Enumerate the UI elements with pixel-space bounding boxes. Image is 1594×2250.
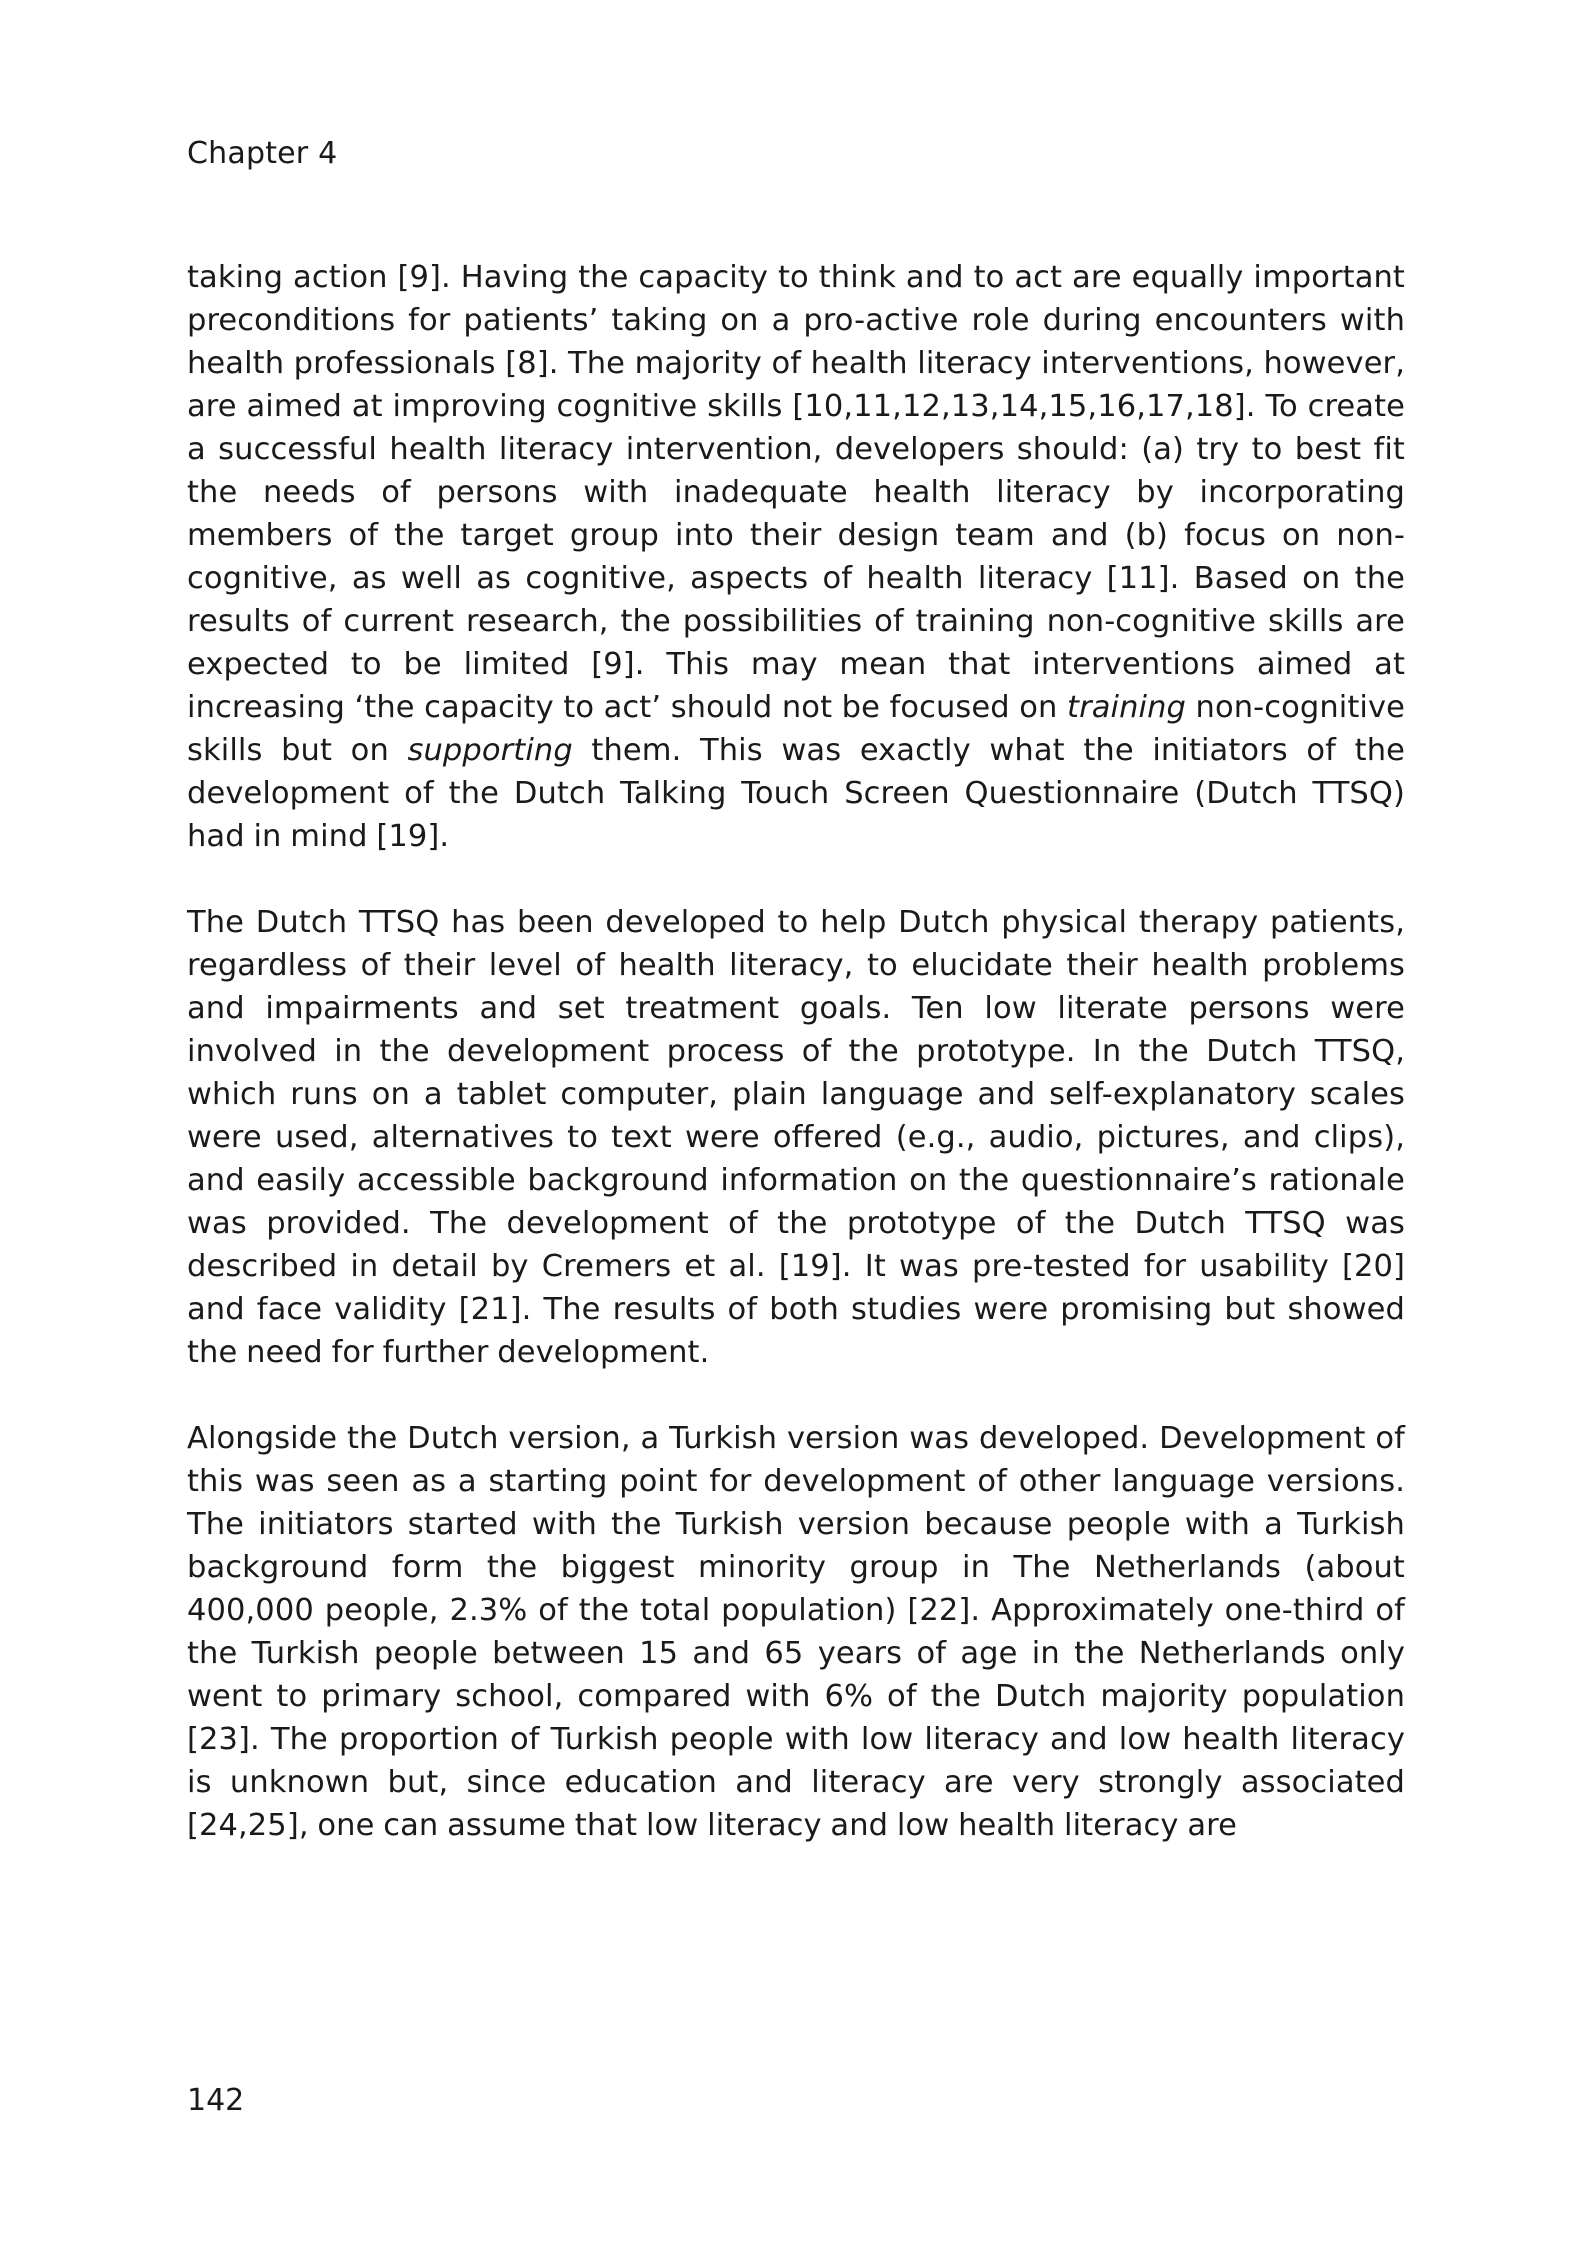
text-segment: The Dutch TTSQ has been developed to help Dutch physical therapy patients, regardless of their level of health literacy, to elucidate their health problems and impairments and set treatment goals. Ten low literate persons were involved in the development process of the prototype. In the Dutch TTSQ, which runs on a tablet computer, plain language and self-explanatory scales were used, alternatives to text were offered (e.g., audio, pictures, and clips), and easily accessible background information on the questionnaire’s rationale was provided. The development of the prototype of the Dutch TTSQ was described in detail by Cremers et al. [19]. It was pre-tested for usability [20] and face validity [21]. The results of both studies were promising but showed the need for further development.: [187, 905, 1405, 1370]
emphasis-supporting: supporting: [407, 733, 573, 768]
text-segment: them. This was exactly what the initiators of the development of the Dutch Talking Touch Screen Questionnaire (Dutch TTSQ) had in mind [19].: [187, 733, 1405, 854]
text-segment: taking action [9]. Having the capacity to think and to act are equally important preconditions for patients’ taking on a pro-active role during encounters with health professionals [8]. The majority of health literacy interventions, however, are aimed at improving cognitive skills [10,11,12,13,14,15,16,17,18]. To create a successful health literacy intervention, developers should: (a) try to best fit the needs of persons with inadequate health literacy by incorporating members of the target group into their design team and (b) focus on non-cognitive, as well as cognitive, aspects of health literacy [11]. Based on the results of current research, the possibilities of training non-cognitive skills are expected to be limited [9]. This may mean that interventions aimed at increasing ‘the capacity to act’ should not be focused on: [187, 260, 1405, 725]
page-number: 142: [187, 2083, 245, 2118]
running-head: Chapter 4: [187, 136, 338, 171]
paragraph-1: [187, 256, 1405, 858]
paragraph-2: [187, 901, 1405, 1374]
body-text: [187, 256, 1405, 1890]
text-segment: non-cognitive skills but on: [187, 690, 1405, 768]
text-segment: Alongside the Dutch version, a Turkish version was developed. Development of this was seen as a starting point for development of other language versions. The initiators started with the Turkish version because people with a Turkish background form the biggest minority group in The Netherlands (about 400,000 people, 2.3% of the total population) [22]. Approximately one-third of the Turkish people between 15 and 65 years of age in the Netherlands only went to primary school, compared with 6% of the Dutch majority population [23]. The proportion of Turkish people with low literacy and low health literacy is unknown but, since education and literacy are very strongly associated [24,25], one can assume that low literacy and low health literacy are: [187, 1421, 1405, 1843]
paragraph-3: [187, 1417, 1405, 1847]
emphasis-training: training: [1067, 690, 1186, 725]
